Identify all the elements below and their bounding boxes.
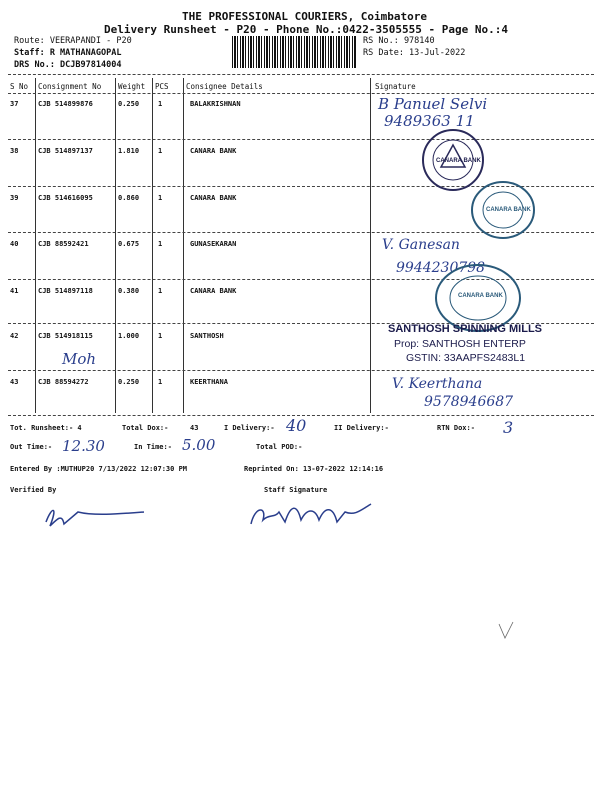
col-header-weight: Weight — [118, 82, 146, 91]
row-40-weight: 0.675 — [118, 240, 140, 248]
col-header-signature: Signature — [375, 82, 416, 91]
runsheet-title: Delivery Runsheet - P20 - Phone No.:0422-3505555 - Page No.:4 — [104, 23, 508, 36]
row-37-consignee: BALAKRISHNAN — [190, 100, 241, 108]
barcode — [232, 36, 357, 68]
signature-37-phone: 9489363 11 — [384, 112, 475, 130]
row-42-sno: 42 — [10, 332, 19, 340]
staff-signature-label: Staff Signature — [264, 486, 328, 494]
santhosh-stamp-line3: GSTIN: 33AAPFS2483L1 — [406, 352, 526, 364]
row-43-pcs: 1 — [158, 378, 163, 386]
canara-bank-stamp-text: CANARA BANK — [458, 293, 503, 299]
row-40-consignment: CJB 88592421 — [38, 240, 89, 248]
row-38-sno: 38 — [10, 147, 19, 155]
row-41-sno: 41 — [10, 287, 19, 295]
total-dox-value: 43 — [190, 424, 199, 432]
margin-note: Moh — [62, 350, 97, 368]
row-40-consignee: GUNASEKARAN — [190, 240, 237, 248]
reprinted-on: Reprinted On: 13-07-2022 12:14:16 — [244, 465, 384, 473]
staff-label: Staff: R MATHANAGOPAL — [14, 48, 122, 58]
signature-37-name: B Panuel Selvi — [378, 95, 488, 113]
header-rule — [8, 93, 594, 94]
company-title: THE PROFESSIONAL COURIERS, Coimbatore — [182, 10, 428, 23]
col-divider — [183, 78, 184, 413]
row-42-consignee: SANTHOSH — [190, 332, 224, 340]
row-39-weight: 0.860 — [118, 194, 140, 202]
drs-label: DRS No.: DCJB97814004 — [14, 60, 122, 70]
col-header-pcs: PCS — [155, 82, 169, 91]
row-39-consignee: CANARA BANK — [190, 194, 237, 202]
rs-date: RS Date: 13-Jul-2022 — [363, 48, 466, 58]
row-rule — [8, 139, 594, 140]
rtn-dox-label: RTN Dox:- — [437, 424, 475, 432]
total-pod-label: Total POD:- — [256, 443, 303, 451]
signature-43-name: V. Keerthana — [392, 376, 483, 392]
row-37-sno: 37 — [10, 100, 19, 108]
canara-bank-stamp-text: CANARA BANK — [436, 158, 481, 164]
row-43-weight: 0.250 — [118, 378, 140, 386]
col-header-sno: S No — [10, 82, 29, 91]
out-time-value: 12.30 — [62, 437, 105, 455]
table-top-rule — [8, 74, 594, 75]
signature-43-phone: 9578946687 — [424, 394, 514, 410]
out-time-label: Out Time:- — [10, 443, 53, 451]
i-delivery-value: 40 — [286, 416, 307, 435]
ii-delivery-label: II Delivery:- — [334, 424, 389, 432]
row-41-consignment: CJB 514897118 — [38, 287, 93, 295]
row-38-pcs: 1 — [158, 147, 163, 155]
santhosh-stamp-line2: Prop: SANTHOSH ENTERP — [394, 338, 526, 350]
row-41-weight: 0.380 — [118, 287, 140, 295]
row-37-consignment: CJB 514899876 — [38, 100, 93, 108]
row-40-pcs: 1 — [158, 240, 163, 248]
row-41-pcs: 1 — [158, 287, 163, 295]
row-43-consignment: CJB 88594272 — [38, 378, 89, 386]
col-header-consignment: Consignment No — [38, 82, 102, 91]
row-38-consignee: CANARA BANK — [190, 147, 237, 155]
i-delivery-label: I Delivery:- — [224, 424, 275, 432]
in-time-label: In Time:- — [134, 443, 172, 451]
row-43-consignee: KEERTHANA — [190, 378, 228, 386]
row-39-consignment: CJB 514616095 — [38, 194, 93, 202]
verified-by-label: Verified By — [10, 486, 57, 494]
signature-40-name: V. Ganesan — [382, 237, 460, 253]
total-runsheet: Tot. Runsheet:- 4 — [10, 424, 82, 432]
verifier-signature — [38, 500, 153, 535]
row-39-pcs: 1 — [158, 194, 163, 202]
row-41-consignee: CANARA BANK — [190, 287, 237, 295]
row-rule — [8, 370, 594, 371]
row-43-sno: 43 — [10, 378, 19, 386]
row-42-consignment: CJB 514918115 — [38, 332, 93, 340]
col-header-consignee: Consignee Details — [186, 82, 263, 91]
col-divider — [370, 78, 371, 413]
santhosh-stamp-line1: SANTHOSH SPINNING MILLS — [388, 323, 543, 335]
signature-40-phone: 9944230798 — [396, 260, 486, 276]
row-37-pcs: 1 — [158, 100, 163, 108]
row-39-sno: 39 — [10, 194, 19, 202]
row-38-consignment: CJB 514897137 — [38, 147, 93, 155]
col-divider — [152, 78, 153, 413]
stray-mark — [495, 620, 519, 644]
col-divider — [115, 78, 116, 413]
row-40-sno: 40 — [10, 240, 19, 248]
rtn-dox-value: 3 — [503, 418, 514, 437]
row-42-weight: 1.000 — [118, 332, 140, 340]
entered-by: Entered By :MUTHUP20 7/13/2022 12:07:30 PM — [10, 465, 188, 473]
staff-signature — [245, 496, 385, 538]
route-label: Route: VEERAPANDI - P20 — [14, 36, 132, 46]
total-dox-label: Total Dox:- — [122, 424, 169, 432]
row-37-weight: 0.250 — [118, 100, 140, 108]
col-divider — [35, 78, 36, 413]
in-time-value: 5.00 — [182, 436, 216, 454]
canara-bank-stamp-text: CANARA BANK — [486, 207, 531, 213]
rs-number: RS No.: 978140 — [363, 36, 435, 46]
row-38-weight: 1.810 — [118, 147, 140, 155]
row-42-pcs: 1 — [158, 332, 163, 340]
